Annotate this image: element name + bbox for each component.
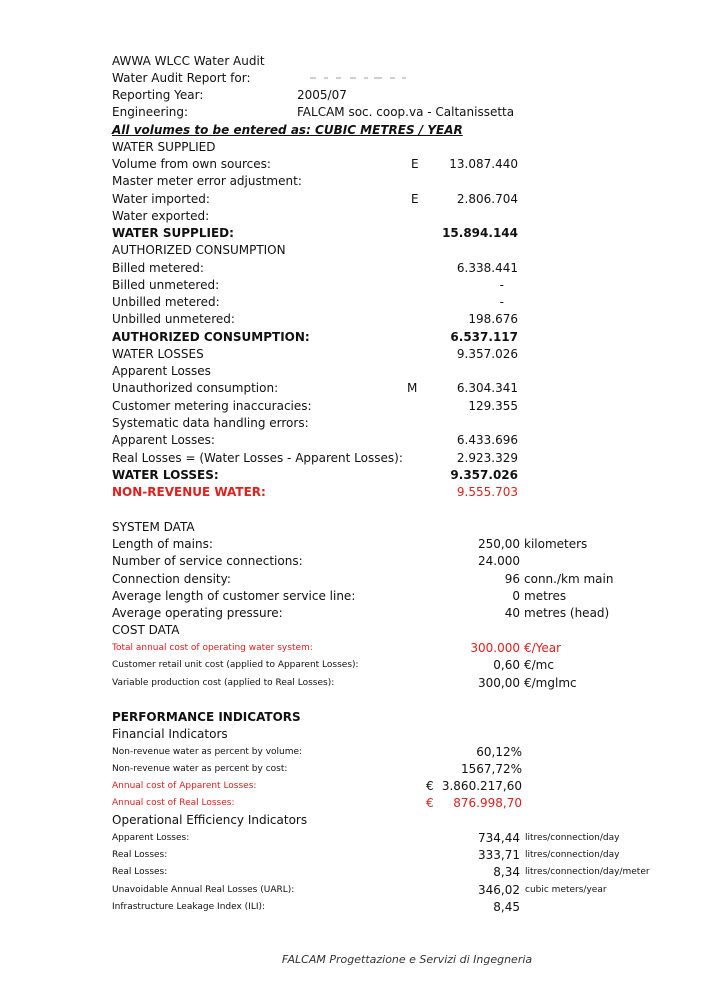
real-losses-label: Real Losses = (Water Losses - Apparent Losses): [112,451,403,465]
ili-value: 8,45 [493,900,520,914]
billed-unmetered-row [0,277,706,294]
engineering-value: FALCAM soc. coop.va - Caltanissetta [297,105,515,119]
unauthorized-row [0,380,706,397]
unauthorized-code: M [407,381,418,395]
apparent-heading-row [0,363,706,380]
service-line-unit: metres [524,589,567,603]
op-real1-row [0,847,706,864]
unauthorized-value: 6.304.341 [456,381,518,395]
financial-heading: Financial Indicators [112,727,228,741]
unbilled-metered-value: - [499,295,504,309]
system-heading: SYSTEM DATA [112,520,195,534]
master-meter-label: Master meter error adjustment: [112,174,302,188]
service-line-value: 0 [512,589,520,603]
apparent-cost-row [0,778,706,795]
authorized-heading: AUTHORIZED CONSUMPTION [112,243,286,257]
retail-cost-unit: €/mc [524,658,554,672]
annual-cost-value: 300.000 [470,641,520,655]
footer-text: FALCAM Progettazione e Servizi di Ingegneria [281,953,533,966]
mains-label: Length of mains: [112,537,213,551]
nrw-volume-label: Non-revenue water as percent by volume: [112,747,303,757]
connections-row [0,553,706,570]
op-real1-label: Real Losses: [112,850,168,860]
apparent-cost-currency: € [426,779,434,793]
op-real2-unit: litres/connection/day/meter [525,867,650,877]
op-apparent-row [0,830,706,847]
unbilled-metered-row [0,294,706,311]
pressure-row [0,605,706,622]
apparent-losses-label: Apparent Losses: [112,433,215,447]
connections-value: 24.000 [478,554,520,568]
report-title: AWWA WLCC Water Audit [112,54,265,68]
imported-value: 2.806.704 [456,192,518,206]
production-cost-unit: €/mglmc [524,676,577,690]
retail-cost-row [0,657,706,674]
apparent-cost-label: Annual cost of Apparent Losses: [112,781,257,791]
density-label: Connection density: [112,572,231,586]
apparent-losses-row [0,432,706,449]
cost-heading: COST DATA [112,623,180,637]
nrw-value: 9.555.703 [456,485,518,499]
service-line-label: Average length of customer service line: [112,589,356,603]
systematic-label: Systematic data handling errors: [112,416,309,430]
billed-unmetered-label: Billed unmetered: [112,278,220,292]
exported-label: Water exported: [112,209,210,223]
losses-total-row [0,467,706,484]
unbilled-unmetered-value: 198.676 [468,312,518,326]
production-cost-value: 300,00 [478,676,520,690]
production-cost-row [0,675,706,692]
density-row [0,571,706,588]
nrw-cost-row [0,761,706,778]
uarl-value: 346,02 [478,883,520,897]
mains-value: 250,00 [478,537,520,551]
connections-label: Number of service connections: [112,554,303,568]
op-apparent-unit: litres/connection/day [525,833,620,843]
metering-label: Customer metering inaccuracies: [112,399,312,413]
op-real2-row [0,864,706,881]
uarl-row [0,882,706,899]
annual-cost-row [0,640,706,657]
op-real1-value: 333,71 [478,848,520,862]
billed-metered-label: Billed metered: [112,261,204,275]
unbilled-unmetered-row [0,311,706,328]
metering-value: 129.355 [468,399,518,413]
financial-heading-row [0,726,706,743]
own-sources-code: E [411,157,419,171]
nrw-volume-value: 60,12% [476,745,522,759]
nrw-label: NON-REVENUE WATER: [112,485,266,499]
losses-heading: WATER LOSSES [112,347,204,361]
nrw-row [0,484,706,501]
water-supplied-total-row [0,225,706,242]
real-losses-row [0,450,706,467]
real-cost-currency: € [426,796,434,810]
density-unit: conn./km main [524,572,614,586]
density-value: 96 [504,572,520,586]
imported-label: Water imported: [112,192,210,206]
op-real2-label: Real Losses: [112,867,168,877]
pressure-label: Average operating pressure: [112,606,283,620]
ili-label: Infrastructure Leakage Index (ILI): [112,902,266,912]
master-meter-row [0,173,706,190]
header-title-row [0,53,706,70]
annual-cost-label: Total annual cost of operating water system: [112,643,313,653]
op-real1-unit: litres/connection/day [525,850,620,860]
unbilled-unmetered-label: Unbilled unmetered: [112,312,235,326]
reporting-year-value: 2005/07 [297,88,347,102]
apparent-cost-value: 3.860.217,60 [441,779,522,793]
engineering-row [0,104,706,121]
imported-code: E [411,192,419,206]
authorized-heading-row [0,242,706,259]
losses-heading-row [0,346,706,363]
real-losses-value: 2.923.329 [456,451,518,465]
own-sources-row [0,156,706,173]
performance-heading-row [0,709,706,726]
billed-metered-value: 6.338.441 [456,261,518,275]
production-cost-label: Variable production cost (applied to Real Losses): [112,678,335,688]
operational-heading: Operational Efficiency Indicators [112,813,308,827]
nrw-volume-row [0,744,706,761]
authorized-total-value: 6.537.117 [450,330,518,344]
own-sources-value: 13.087.440 [449,157,518,171]
metering-row [0,398,706,415]
pressure-value: 40 [504,606,520,620]
real-cost-value: 876.998,70 [453,796,522,810]
pressure-unit: metres (head) [524,606,610,620]
real-cost-label: Annual cost of Real Losses: [112,798,235,808]
water-supplied-heading: WATER SUPPLIED [112,140,216,154]
unbilled-metered-label: Unbilled metered: [112,295,220,309]
apparent-losses-value: 6.433.696 [456,433,518,447]
billed-unmetered-value: - [499,278,504,292]
annual-cost-unit: €/Year [524,641,562,655]
op-real2-value: 8,34 [493,865,520,879]
losses-heading-value: 9.357.026 [456,347,518,361]
reporting-year-label: Reporting Year: [112,88,204,102]
page-footer [0,953,706,966]
cost-heading-row [0,622,706,639]
authorized-total-row [0,329,706,346]
unauthorized-label: Unauthorized consumption: [112,381,279,395]
own-sources-label: Volume from own sources: [112,157,271,171]
nrw-cost-label: Non-revenue water as percent by cost: [112,764,288,774]
op-apparent-value: 734,44 [478,831,520,845]
redacted-name [310,74,420,84]
retail-cost-label: Customer retail unit cost (applied to Apparent Losses): [112,660,359,670]
ili-row [0,899,706,916]
authorized-total-label: AUTHORIZED CONSUMPTION: [112,330,310,344]
uarl-label: Unavoidable Annual Real Losses (UARL): [112,885,295,895]
water-supplied-total-label: WATER SUPPLIED: [112,226,234,240]
real-cost-row [0,795,706,812]
systematic-row [0,415,706,432]
retail-cost-value: 0,60 [493,658,520,672]
volume-note: All volumes to be entered as: CUBIC METRES / YEAR [112,123,463,137]
performance-heading: PERFORMANCE INDICATORS [112,710,301,724]
imported-row [0,191,706,208]
losses-total-label: WATER LOSSES: [112,468,219,482]
volume-note-row [0,122,706,139]
reporting-year-row [0,87,706,104]
mains-row [0,536,706,553]
water-supplied-total-value: 15.894.144 [442,226,518,240]
op-apparent-label: Apparent Losses: [112,833,190,843]
service-line-row [0,588,706,605]
water-supplied-heading-row [0,139,706,156]
system-heading-row [0,519,706,536]
operational-heading-row [0,812,706,829]
mains-unit: kilometers [524,537,588,551]
apparent-heading: Apparent Losses [112,364,211,378]
uarl-unit: cubic meters/year [525,885,607,895]
nrw-cost-value: 1567,72% [460,762,522,776]
report-for-label: Water Audit Report for: [112,71,251,85]
losses-total-value: 9.357.026 [450,468,518,482]
exported-row [0,208,706,225]
engineering-label: Engineering: [112,105,189,119]
billed-metered-row [0,260,706,277]
